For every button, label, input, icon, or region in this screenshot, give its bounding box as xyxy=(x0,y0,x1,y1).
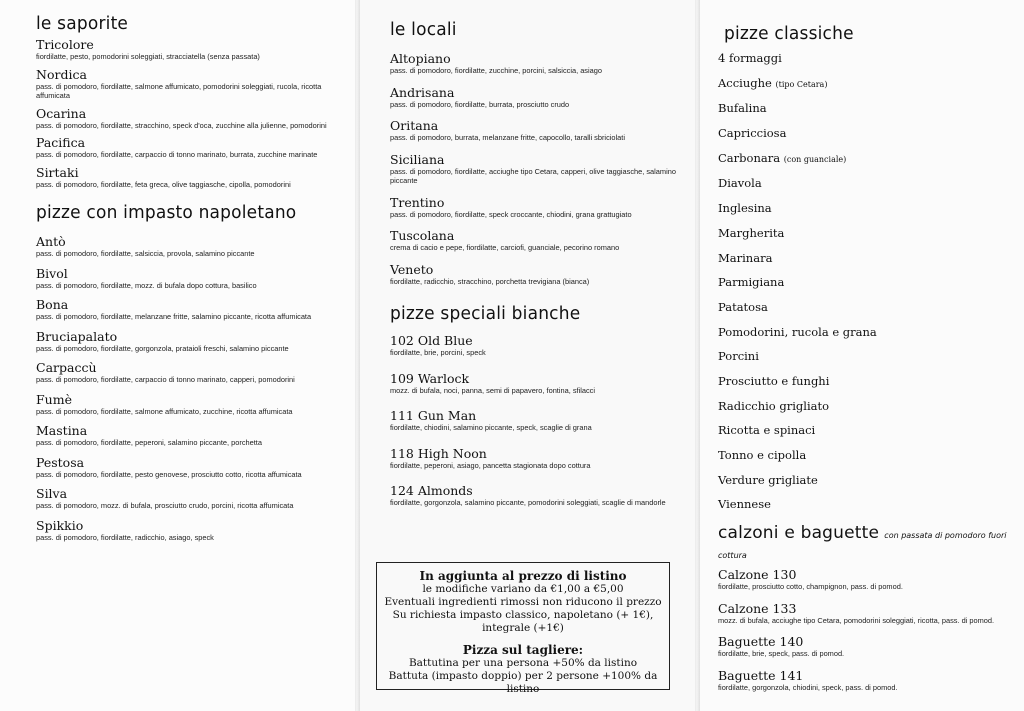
classic-item xyxy=(718,177,1016,190)
menu-item xyxy=(36,487,341,511)
item-ingredients: pass. di pomodoro, fiordilatte, mozz. di bufala dopo cottura, basilico xyxy=(36,280,257,290)
item-ingredients: pass. di pomodoro, fiordilatte, carpaccio di tonno marinato, burrata, zucchine marinate xyxy=(36,150,318,159)
item-name: Pacifica xyxy=(36,135,86,150)
item-name: 109 Warlock xyxy=(390,370,470,386)
menu-item xyxy=(36,424,341,448)
item-name: Bruciapalato xyxy=(36,328,118,344)
menu-item xyxy=(36,136,341,160)
menu-item xyxy=(36,361,341,385)
item-name: 111 Gun Man xyxy=(390,408,477,423)
menu-item xyxy=(390,334,685,358)
menu-item xyxy=(390,229,685,253)
info-line: Battutina per una persona +50% da listino xyxy=(408,657,638,669)
item-ingredients: fiordilatte, prosciutto cotto, champignon, pass. di pomod. xyxy=(718,582,903,592)
item-ingredients: fiordilatte, radicchio, stracchino, porchetta trevigiana (bianca) xyxy=(390,276,590,286)
item-name: Baguette 140 xyxy=(718,634,804,650)
item-name: Viennese xyxy=(718,497,771,512)
item-name: 4 formaggi xyxy=(718,51,782,65)
section-bianche xyxy=(390,304,685,508)
item-ingredients: pass. di pomodoro, fiordilatte, feta greca, olive taggiasche, cipolla, pomodorini xyxy=(36,179,291,189)
classic-item xyxy=(718,350,1016,363)
info-title-tagliere: Pizza sul tagliere: xyxy=(462,643,584,657)
item-tag: (con guanciale) xyxy=(783,154,847,164)
item-name: Carbonara xyxy=(718,150,781,165)
item-name: Inglesina xyxy=(718,201,772,216)
classic-item xyxy=(718,474,1016,487)
info-line: le modifiche variano da €1,00 a €5,00 xyxy=(422,583,624,595)
menu-panel-right xyxy=(700,0,1024,711)
item-ingredients: pass. di pomodoro, fiordilatte, acciughe tipo Cetara, capperi, olive taggiasche, salamino piccante xyxy=(390,166,676,185)
section-classiche xyxy=(718,24,1016,511)
menu-item xyxy=(36,166,341,190)
item-ingredients: fiordilatte, brie, porcini, speck xyxy=(390,348,486,357)
section-subtitle-calzoni: con passata di pomodoro fuori cottura xyxy=(718,531,1007,561)
item-ingredients: pass. di pomodoro, fiordilatte, zucchine, porcini, salsiccia, asiago xyxy=(390,66,602,75)
item-name: 118 High Noon xyxy=(390,445,487,461)
item-ingredients: pass. di pomodoro, fiordilatte, melanzane fritte, salamino piccante, ricotta affumicata xyxy=(36,312,312,321)
item-ingredients: pass. di pomodoro, fiordilatte, burrata, prosciutto crudo xyxy=(390,99,570,109)
menu-item xyxy=(390,447,685,471)
item-ingredients: pass. di pomodoro, burrata, melanzane fritte, capocollo, taralli sbriciolati xyxy=(390,133,625,142)
item-name: Bivol xyxy=(36,265,68,281)
item-tag: (tipo Cetara) xyxy=(775,79,828,89)
menu-item xyxy=(718,669,1016,693)
napoletano-list xyxy=(36,235,341,542)
item-name: Bona xyxy=(36,297,69,312)
section-title-locali: le locali xyxy=(390,19,457,41)
pricing-info-box xyxy=(376,562,670,695)
menu-item xyxy=(390,484,685,508)
item-name: Verdure grigliate xyxy=(718,472,818,487)
item-ingredients: pass. di pomodoro, fiordilatte, radicchio, asiago, speck xyxy=(36,532,214,542)
item-ingredients: fiordilatte, peperoni, asiago, pancetta stagionata dopo cottura xyxy=(390,460,591,470)
item-name: Pestosa xyxy=(36,454,85,470)
item-name: Altopiano xyxy=(390,51,451,66)
classic-item xyxy=(718,498,1016,511)
item-name: Diavola xyxy=(718,176,762,191)
menu-panel-left xyxy=(0,0,355,711)
item-ingredients: pass. di pomodoro, fiordilatte, pesto genovese, prosciutto cotto, ricotta affumicata xyxy=(36,469,302,479)
item-ingredients: fiordilatte, pesto, pomodorini soleggiati, stracciatella (senza passata) xyxy=(36,52,260,61)
classic-item xyxy=(718,102,1016,115)
classic-item xyxy=(718,375,1016,388)
item-ingredients: mozz. di bufala, acciughe tipo Cetara, pomodorini soleggiati, ricotta, pass. di pomod. xyxy=(718,615,995,625)
menu-item xyxy=(36,298,341,322)
section-saporite xyxy=(36,14,341,189)
item-name: Silva xyxy=(36,486,68,501)
classic-item xyxy=(718,52,1016,65)
menu-item xyxy=(36,38,341,62)
section-title-saporite: le saporite xyxy=(36,13,129,35)
classiche-list xyxy=(718,52,1016,511)
section-title-classiche: pizze classiche xyxy=(724,23,854,45)
menu-item xyxy=(36,519,341,543)
menu-item xyxy=(390,86,685,110)
calzoni-list xyxy=(718,568,1016,692)
item-ingredients: pass. di pomodoro, fiordilatte, carpaccio di tonno marinato, capperi, pomodorini xyxy=(36,375,295,384)
menu-item xyxy=(390,119,685,143)
item-name: Andrisana xyxy=(390,84,455,100)
menu-item xyxy=(36,267,341,291)
item-name: Antò xyxy=(36,234,66,249)
menu-item xyxy=(36,456,341,480)
item-ingredients: pass. di pomodoro, fiordilatte, salmone affumicato, pomodorini soleggiati, rucola, ricotta affumicata xyxy=(36,81,322,100)
item-ingredients: pass. di pomodoro, fiordilatte, speck croccante, chiodini, grana grattugiato xyxy=(390,209,632,219)
item-name: Calzone 133 xyxy=(718,600,797,616)
classic-item xyxy=(718,301,1016,314)
saporite-list xyxy=(36,38,341,189)
menu-item xyxy=(718,602,1016,626)
item-name: Spikkio xyxy=(36,517,84,533)
item-ingredients: pass. di pomodoro, fiordilatte, salmone affumicato, zucchine, ricotta affumicata xyxy=(36,406,293,416)
section-locali xyxy=(390,20,685,286)
item-ingredients: pass. di pomodoro, fiordilatte, peperoni, salamino piccante, porchetta xyxy=(36,438,262,447)
item-ingredients: fiordilatte, chiodini, salamino piccante, speck, scaglie di grana xyxy=(390,423,592,432)
classic-item xyxy=(718,227,1016,240)
item-name: Trentino xyxy=(390,194,445,210)
section-title-napoletano: pizze con impasto napoletano xyxy=(36,202,297,224)
classic-item xyxy=(718,152,1016,166)
item-name: Ricotta e spinaci xyxy=(718,423,816,438)
item-name: Carpaccù xyxy=(36,360,97,375)
item-name: Parmigiana xyxy=(718,275,785,290)
item-name: Sirtaki xyxy=(36,164,79,180)
menu-item xyxy=(390,52,685,76)
menu-item xyxy=(718,635,1016,659)
locali-list xyxy=(390,52,685,286)
menu-item xyxy=(36,68,341,101)
item-ingredients: pass. di pomodoro, fiordilatte, gorgonzola, prataioli freschi, salamino piccante xyxy=(36,343,289,353)
item-ingredients: pass. di pomodoro, fiordilatte, stracchino, speck d'oca, zucchine alla julienne, pomodorini xyxy=(36,120,327,130)
classic-item xyxy=(718,252,1016,265)
section-calzoni xyxy=(718,523,1016,692)
item-name: Baguette 141 xyxy=(718,667,804,683)
item-name: Pomodorini, rucola e grana xyxy=(718,324,877,339)
item-ingredients: pass. di pomodoro, mozz. di bufala, prosciutto crudo, porcini, ricotta affumicata xyxy=(36,501,294,510)
item-name: Ocarina xyxy=(36,105,87,121)
menu-item xyxy=(36,393,341,417)
item-name: Marinara xyxy=(718,250,773,265)
menu-item xyxy=(390,372,685,396)
section-napoletano xyxy=(36,203,341,542)
info-line: Battuta (impasto doppio) per 2 persone +100% da listino xyxy=(388,670,658,695)
menu-item xyxy=(36,107,341,131)
menu-item xyxy=(390,196,685,220)
info-line: Eventuali ingredienti rimossi non riducono il prezzo xyxy=(384,596,662,608)
item-name: Prosciutto e funghi xyxy=(718,373,830,388)
item-name: Siciliana xyxy=(390,151,445,167)
item-ingredients: pass. di pomodoro, fiordilatte, salsiccia, provola, salamino piccante xyxy=(36,249,255,258)
item-name: Tuscolana xyxy=(390,228,455,243)
item-name: Nordica xyxy=(36,66,87,82)
section-header-calzoni xyxy=(718,523,1016,562)
classic-item xyxy=(718,326,1016,339)
item-name: Acciughe xyxy=(718,75,772,90)
item-name: Porcini xyxy=(718,349,759,364)
item-ingredients: fiordilatte, gorgonzola, chiodini, speck, pass. di pomod. xyxy=(718,682,898,692)
menu-item xyxy=(718,568,1016,592)
item-name: Bufalina xyxy=(718,101,767,116)
item-name: Margherita xyxy=(718,225,785,240)
classic-item xyxy=(718,424,1016,437)
item-name: Veneto xyxy=(390,261,434,277)
item-name: Tricolore xyxy=(36,37,94,52)
item-name: Patatosa xyxy=(718,299,768,314)
menu-panel-center xyxy=(360,0,695,711)
classic-item xyxy=(718,400,1016,413)
classic-item xyxy=(718,202,1016,215)
classic-item xyxy=(718,276,1016,289)
menu-item xyxy=(390,263,685,287)
item-name: Fumè xyxy=(36,391,72,407)
classic-item xyxy=(718,77,1016,91)
item-ingredients: fiordilatte, brie, speck, pass. di pomod. xyxy=(718,649,845,659)
classic-item xyxy=(718,449,1016,462)
classic-item xyxy=(718,127,1016,140)
menu-item xyxy=(36,235,341,259)
item-name: Capricciosa xyxy=(718,126,787,141)
item-ingredients: crema di cacio e pepe, fiordilatte, carciofi, guanciale, pecorino romano xyxy=(390,243,620,252)
item-ingredients: mozz. di bufala, noci, panna, semi di papavero, fontina, sfilacci xyxy=(390,385,595,395)
item-name: 124 Almonds xyxy=(390,483,473,498)
section-title-bianche: pizze speciali bianche xyxy=(390,303,581,325)
item-name: Mastina xyxy=(36,423,88,438)
info-title-additions: In aggiunta al prezzo di listino xyxy=(419,569,627,583)
item-name: Oritana xyxy=(390,118,439,133)
menu-item xyxy=(390,409,685,433)
menu-item xyxy=(36,330,341,354)
bianche-list xyxy=(390,334,685,508)
item-ingredients: fiordilatte, gorgonzola, salamino piccante, pomodorini soleggiati, scaglie di mandorle xyxy=(390,498,666,507)
item-name: 102 Old Blue xyxy=(390,333,473,348)
menu-item xyxy=(390,153,685,186)
info-line: Su richiesta impasto classico, napoletano (+ 1€), integrale (+1€) xyxy=(392,609,654,634)
item-name: Calzone 130 xyxy=(718,567,797,583)
section-title-calzoni: calzoni e baguette xyxy=(718,523,880,544)
item-name: Radicchio grigliato xyxy=(718,398,830,413)
item-name: Tonno e cipolla xyxy=(718,448,807,462)
